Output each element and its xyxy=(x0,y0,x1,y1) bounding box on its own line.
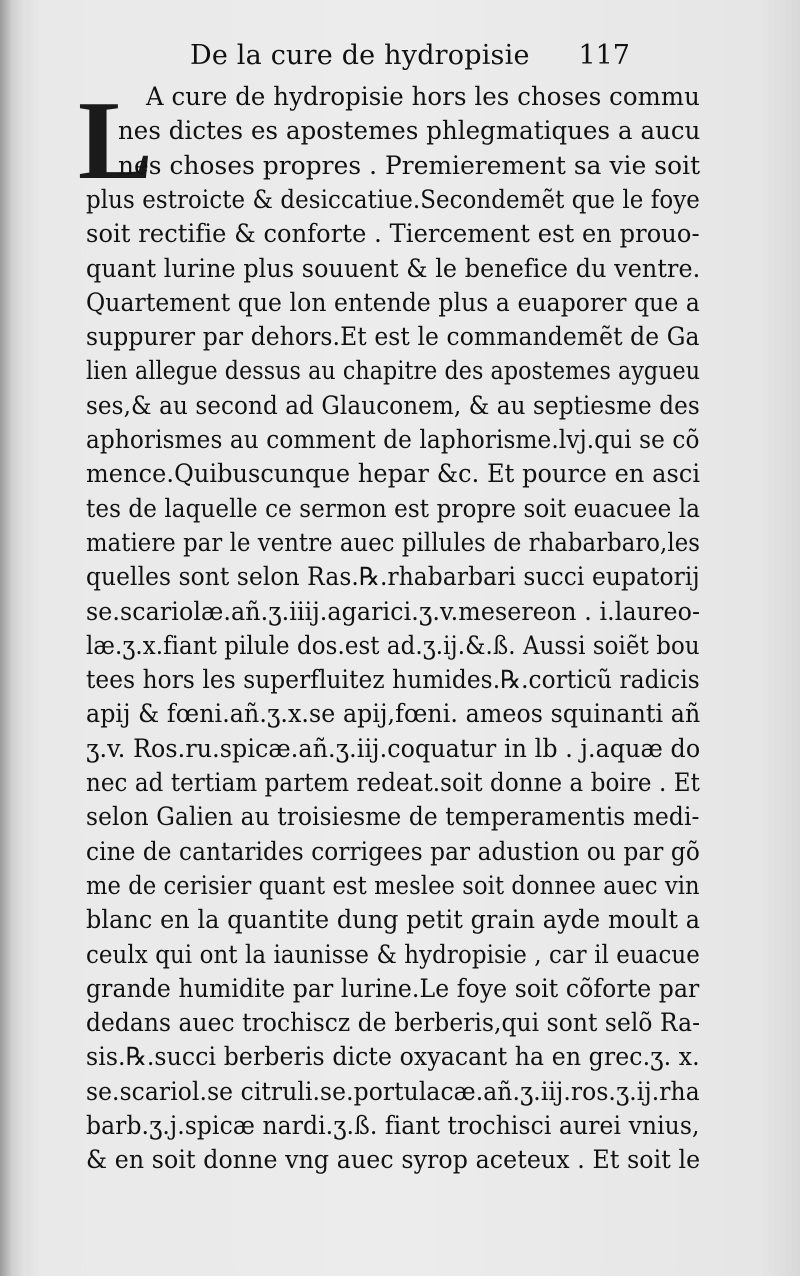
text-line: barb.ʒ.j.spicæ nardi.ʒ.ß. fiant trochisci aurei vnius, xyxy=(86,1111,700,1140)
text-line: & en soit donne vng auec syrop aceteux . Et soit le xyxy=(86,1145,701,1175)
text-line: plus estroicte & desiccatiue.Secondemẽt que le foye xyxy=(86,184,700,214)
text-line: ses,& au second ad Glauconem, & au septiesme des xyxy=(86,390,700,420)
text-line: A cure de hydropisie hors les choses commu xyxy=(146,82,700,111)
running-title: De la cure de hydropisie xyxy=(190,40,530,71)
drop-cap: L xyxy=(78,79,153,203)
page-number: 117 xyxy=(578,40,630,71)
text-line: Quartement que lon entende plus a euaporer que a xyxy=(86,287,700,317)
text-line: quelles sont selon Ras.℞.rhabarbari succi eupatorij xyxy=(86,562,700,592)
text-line: apij & fœni.añ.ʒ.x.se apij,fœni. ameos squinanti añ xyxy=(86,699,701,729)
text-line: aphorismes au comment de laphorisme.lvj.qui se cõ xyxy=(86,425,700,454)
text-line: quant lurine plus souuent & le benefice du ventre. xyxy=(86,253,701,283)
text-line: tes de laquelle ce sermon est propre soit euacuee la xyxy=(86,493,701,523)
text-line: ʒ.v. Ros.ru.spicæ.añ.ʒ.iij.coquatur in lb . j.aquæ do xyxy=(86,733,701,763)
text-line: soit rectifie & conforte . Tiercement est en prouo- xyxy=(86,219,700,249)
text-line: nes dictes es apostemes phlegmatiques a aucu xyxy=(118,116,701,146)
text-line: se.scariol.se citruli.se.portulacæ.añ.ʒ.iij.ros.ʒ.ij.rha xyxy=(86,1076,700,1106)
text-line: blanc en la quantite dung petit grain ayde moult a xyxy=(86,905,701,935)
text-line: ceulx qui ont la iaunisse & hydropisie , car il euacue xyxy=(86,939,700,969)
text-line: tees hors les superfluitez humides.℞.corticũ radicis xyxy=(86,665,700,695)
text-line: se.scariolæ.añ.ʒ.iiij.agarici.ʒ.v.mesereon . i.laureo- xyxy=(86,596,701,626)
text-line: me de cerisier quant est meslee soit donnee auec vin xyxy=(86,870,700,900)
text-line: cine de cantarides corrigees par adustion ou par gõ xyxy=(86,836,700,866)
text-line: nec ad tertiam partem redeat.soit donne a boire . Et xyxy=(86,768,700,797)
text-line: mence.Quibuscunque hepar &c. Et pource en asci xyxy=(86,459,701,489)
text-line: sis.℞.succi berberis dicte oxyacant ha en grec.ʒ. x. xyxy=(86,1042,700,1072)
text-line: selon Galien au troisiesme de temperamentis medi- xyxy=(86,802,700,832)
text-line: nes choses propres . Premierement sa vie soit xyxy=(118,150,701,180)
text-line: dedans auec trochiscz de berberis,qui sont selõ Ra- xyxy=(86,1008,701,1038)
text-line: suppurer par dehors.Et est le commandemẽt de Ga xyxy=(86,322,700,352)
text-line: lien allegue dessus au chapitre des apostemes aygueu xyxy=(86,356,701,386)
text-line: læ.ʒ.x.fiant pilule dos.est ad.ʒ.ij.&.ß. Aussi soiẽt bou xyxy=(86,630,700,660)
text-line: grande humidite par lurine.Le foye soit cõforte par xyxy=(86,973,700,1003)
text-line: matiere par le ventre auec pillules de rhabarbaro,les xyxy=(86,527,700,557)
